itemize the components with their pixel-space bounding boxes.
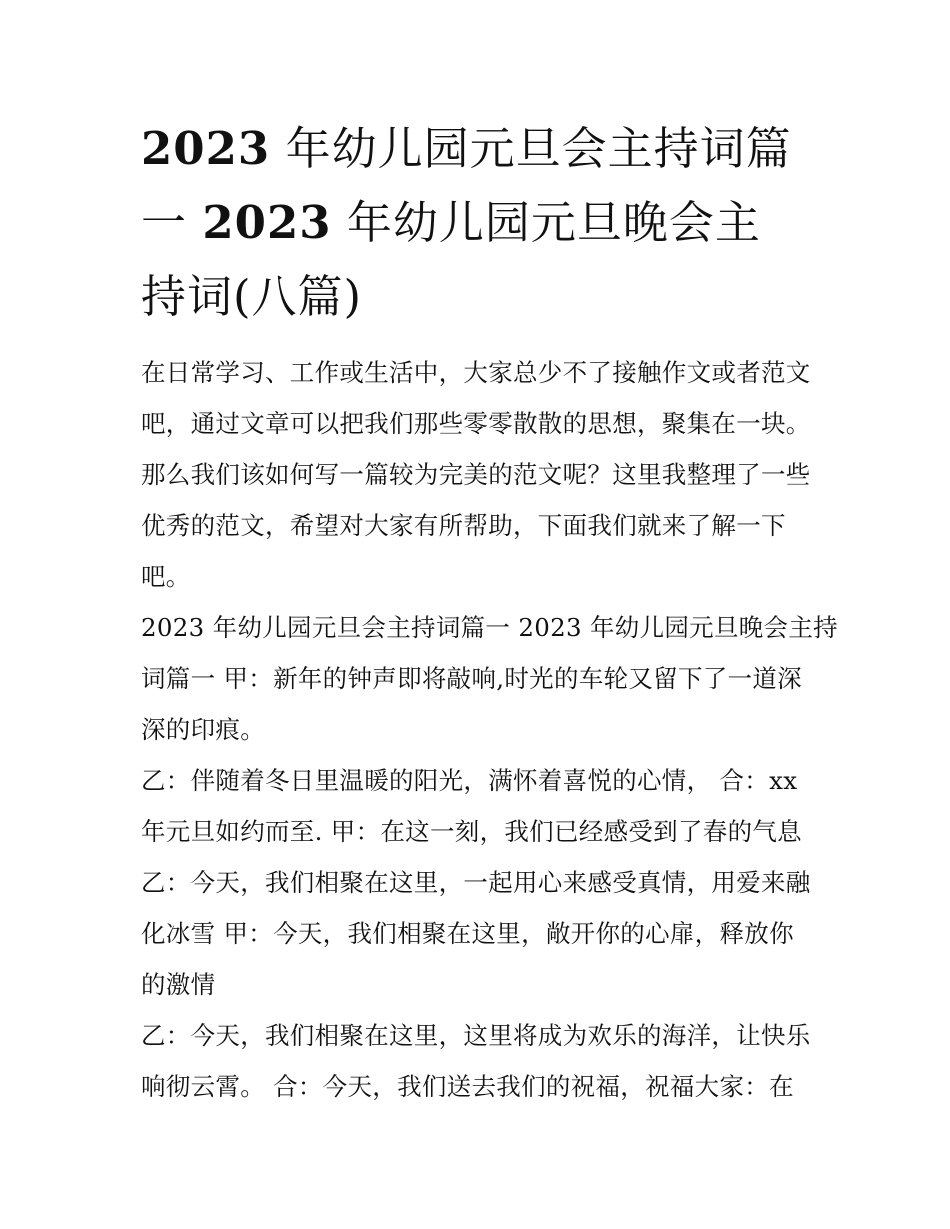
paragraph-line: 响彻云霄。 合：今天，我们送去我们的祝福，祝福大家：在 bbox=[141, 1072, 794, 1101]
body-paragraph bbox=[141, 602, 838, 755]
document-title bbox=[141, 112, 813, 334]
paragraph-line: 乙：今天，我们相聚在这里，这里将成为欢乐的海洋，让快乐 bbox=[141, 1021, 811, 1050]
paragraph-line: 化冰雪 甲：今天，我们相聚在这里，敞开你的心扉，释放你 bbox=[141, 919, 794, 948]
body-paragraph bbox=[141, 1010, 813, 1112]
title-text: 年幼儿园元旦会主持词篇 bbox=[285, 122, 792, 175]
title-year: 2023 bbox=[141, 122, 271, 175]
paragraph-line: 深的印痕。 bbox=[141, 715, 265, 744]
title-line-1 bbox=[141, 112, 813, 186]
title-year: 2023 bbox=[202, 196, 332, 249]
paragraph-line: 词篇一 甲：新年的钟声即将敲响,时光的车轮又留下了一道深 bbox=[141, 664, 802, 693]
paragraph-line: 年元旦如约而至. 甲：在这一刻，我们已经感受到了春的气息 bbox=[141, 817, 802, 846]
paragraph-line: 吧。 bbox=[141, 562, 191, 591]
intro-paragraph bbox=[141, 347, 813, 602]
document-page bbox=[141, 112, 838, 1112]
title-line-2 bbox=[141, 186, 813, 260]
paragraph-line: 优秀的范文，希望对大家有所帮助，下面我们就来了解一下 bbox=[141, 511, 786, 540]
title-prefix: 一 bbox=[141, 196, 188, 249]
paragraph-line: 2023 年幼儿园元旦会主持词篇一 2023 年幼儿园元旦晚会主持 bbox=[141, 613, 838, 642]
paragraph-line: 乙：伴随着冬日里温暖的阳光，满怀着喜悦的心情， 合：xx bbox=[141, 766, 798, 795]
title-text: 年幼儿园元旦晚会主 bbox=[346, 196, 761, 249]
title-line-3 bbox=[141, 260, 813, 334]
paragraph-line: 吧，通过文章可以把我们那些零零散散的思想，聚集在一块。 bbox=[141, 409, 811, 438]
body-paragraph bbox=[141, 755, 813, 1010]
paragraph-line: 乙：今天，我们相聚在这里，一起用心来感受真情，用爱来融 bbox=[141, 868, 811, 897]
title-text: 持词(八篇) bbox=[141, 270, 363, 323]
paragraph-line: 在日常学习、工作或生活中，大家总少不了接触作文或者范文 bbox=[141, 358, 811, 387]
paragraph-line: 的激情 bbox=[141, 970, 216, 999]
paragraph-line: 那么我们该如何写一篇较为完美的范文呢？这里我整理了一些 bbox=[141, 460, 811, 489]
